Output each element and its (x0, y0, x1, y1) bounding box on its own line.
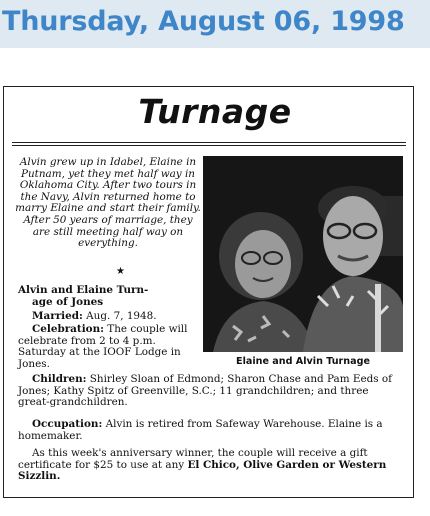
intro-paragraph: Alvin grew up in Idabel, Elaine in Putnam, yet they met half way in Oklahoma City. After two tours in the Navy, Alvin returned home to marry Elaine and start their family. After 50 years of marriage, they are still meeting half way on everything. (15, 156, 201, 250)
married-line: Married: Aug. 7, 1948. (32, 310, 157, 322)
date-banner (0, 0, 430, 48)
headline-rule-double (12, 145, 406, 146)
headline-rule (12, 142, 406, 143)
date-heading: Thursday, August 06, 1998 (2, 6, 405, 37)
couple-photo (203, 156, 403, 352)
star-separator: ★ (116, 266, 125, 277)
children-paragraph: Children: Shirley Sloan of Edmond; Sharon Chase and Pam Eeds of Jones; Kathy Spitz of Greenville, S.C.; 11 grandchildren; and three great-grandchildren. (18, 373, 392, 409)
winner-paragraph: As this week's anniversary winner, the couple will receive a gift certificate for $25 to use at any El Chico, Olive Garden or Western Sizzlin. (18, 447, 387, 483)
celebration-paragraph: Celebration: The couple will celebrate from 2 to 4 p.m. Saturday at the IOOF Lodge in Jones. (18, 323, 188, 370)
couple-photo-image (203, 156, 403, 352)
article-headline: Turnage (138, 92, 292, 131)
photo-caption: Elaine and Alvin Turnage (236, 356, 370, 367)
occupation-paragraph: Occupation: Alvin is retired from Safeway Warehouse. Elaine is a homemaker. (18, 418, 383, 442)
couple-names: Alvin and Elaine Turn- age of Jones (18, 284, 149, 308)
